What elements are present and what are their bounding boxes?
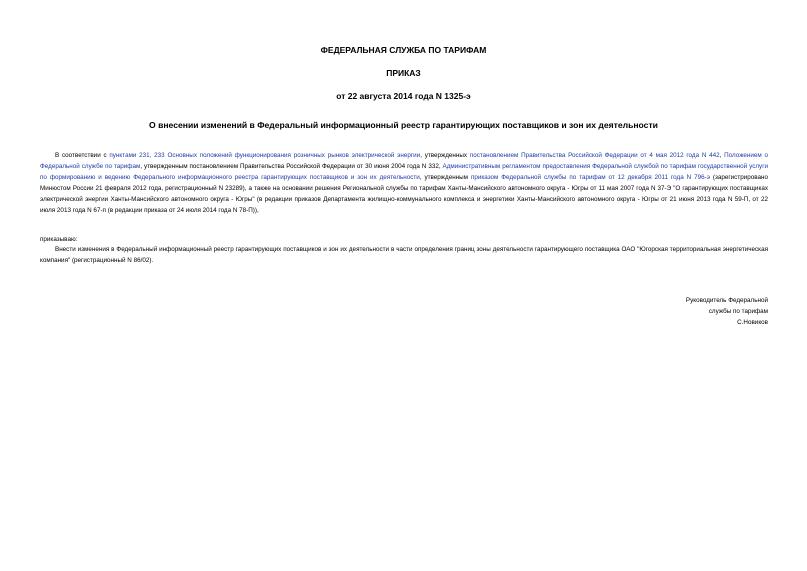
- preamble-paragraph: [40, 150, 768, 216]
- preamble-text: , утвержденным: [419, 174, 471, 181]
- link-retail-market-rules[interactable]: пунктами 231, 233 Основных положений функционирования розничных рынков электрической энергии: [109, 152, 421, 159]
- link-administrative-regulation[interactable]: Административным регламентом предоставления Федеральной службой по тарифам государственной услуги по формированию и ведению Федерального информационного реестра гарантирующих поставщиков и зон их деятельности: [40, 163, 769, 181]
- signature-position: Руководитель Федеральной: [685, 297, 768, 304]
- preamble-text: , утвержденным постановлением Правительства Российской Федерации от 30 июня 2004 года N 332,: [140, 163, 443, 170]
- document-type: ПРИКАЗ: [386, 68, 421, 78]
- agency-name: ФЕДЕРАЛЬНАЯ СЛУЖБА ПО ТАРИФАМ: [320, 45, 487, 55]
- order-label: приказываю:: [40, 236, 78, 243]
- document-title: О внесении изменений в Федеральный информационный реестр гарантирующих поставщиков и зон их деятельности: [149, 120, 658, 130]
- signature-name: С.Новиков: [737, 319, 768, 326]
- document-date-number: от 22 августа 2014 года N 1325-э: [336, 91, 471, 101]
- signature-position-cont: службы по тарифам: [708, 308, 768, 315]
- link-fst-order-796[interactable]: приказом Федеральной службы по тарифам от 12 декабря 2011 года N 796-э: [470, 174, 710, 181]
- preamble-text: , утвержденных: [420, 152, 470, 159]
- preamble-text: ,: [719, 152, 725, 159]
- order-item-text: Внести изменения в Федеральный информационный реестр гарантирующих поставщиков и зон их деятельности в части определения границ зоны деятельности гарантирующего поставщика ОАО "Югорская территориальная энергетическая компания" (регистрационный N 86/02).: [40, 246, 768, 264]
- link-government-decree-442[interactable]: постановлением Правительства Российской Федерации от 4 мая 2012 года N 442: [469, 152, 720, 159]
- preamble-text: (зарегистрировано Минюстом России 21 февраля 2012 года, регистрационный N 23289), а также на основании решения Региональной службы по тарифам Ханты-Мансийского автономного округа - Югры от 11 мая 2007 года N 37-Э "О гарантирующих поставщиках электрической энергии Ханты-Мансийского автономного округа - Югры" (в редакции приказов Департамента жилищно-коммунального комплекса и энергетики Ханты-Мансийского автономного округа - Югры от 21 июня 2013 года N 59-П, от 22 июля 2013 года N 67-п (в редакции приказа от 24 июля 2014 года N 78-П)),: [40, 174, 768, 214]
- preamble-text: В соответствии с: [55, 152, 110, 159]
- link-fst-regulation[interactable]: Положением о Федеральной службе по тарифам: [40, 152, 769, 170]
- order-item: [40, 244, 768, 266]
